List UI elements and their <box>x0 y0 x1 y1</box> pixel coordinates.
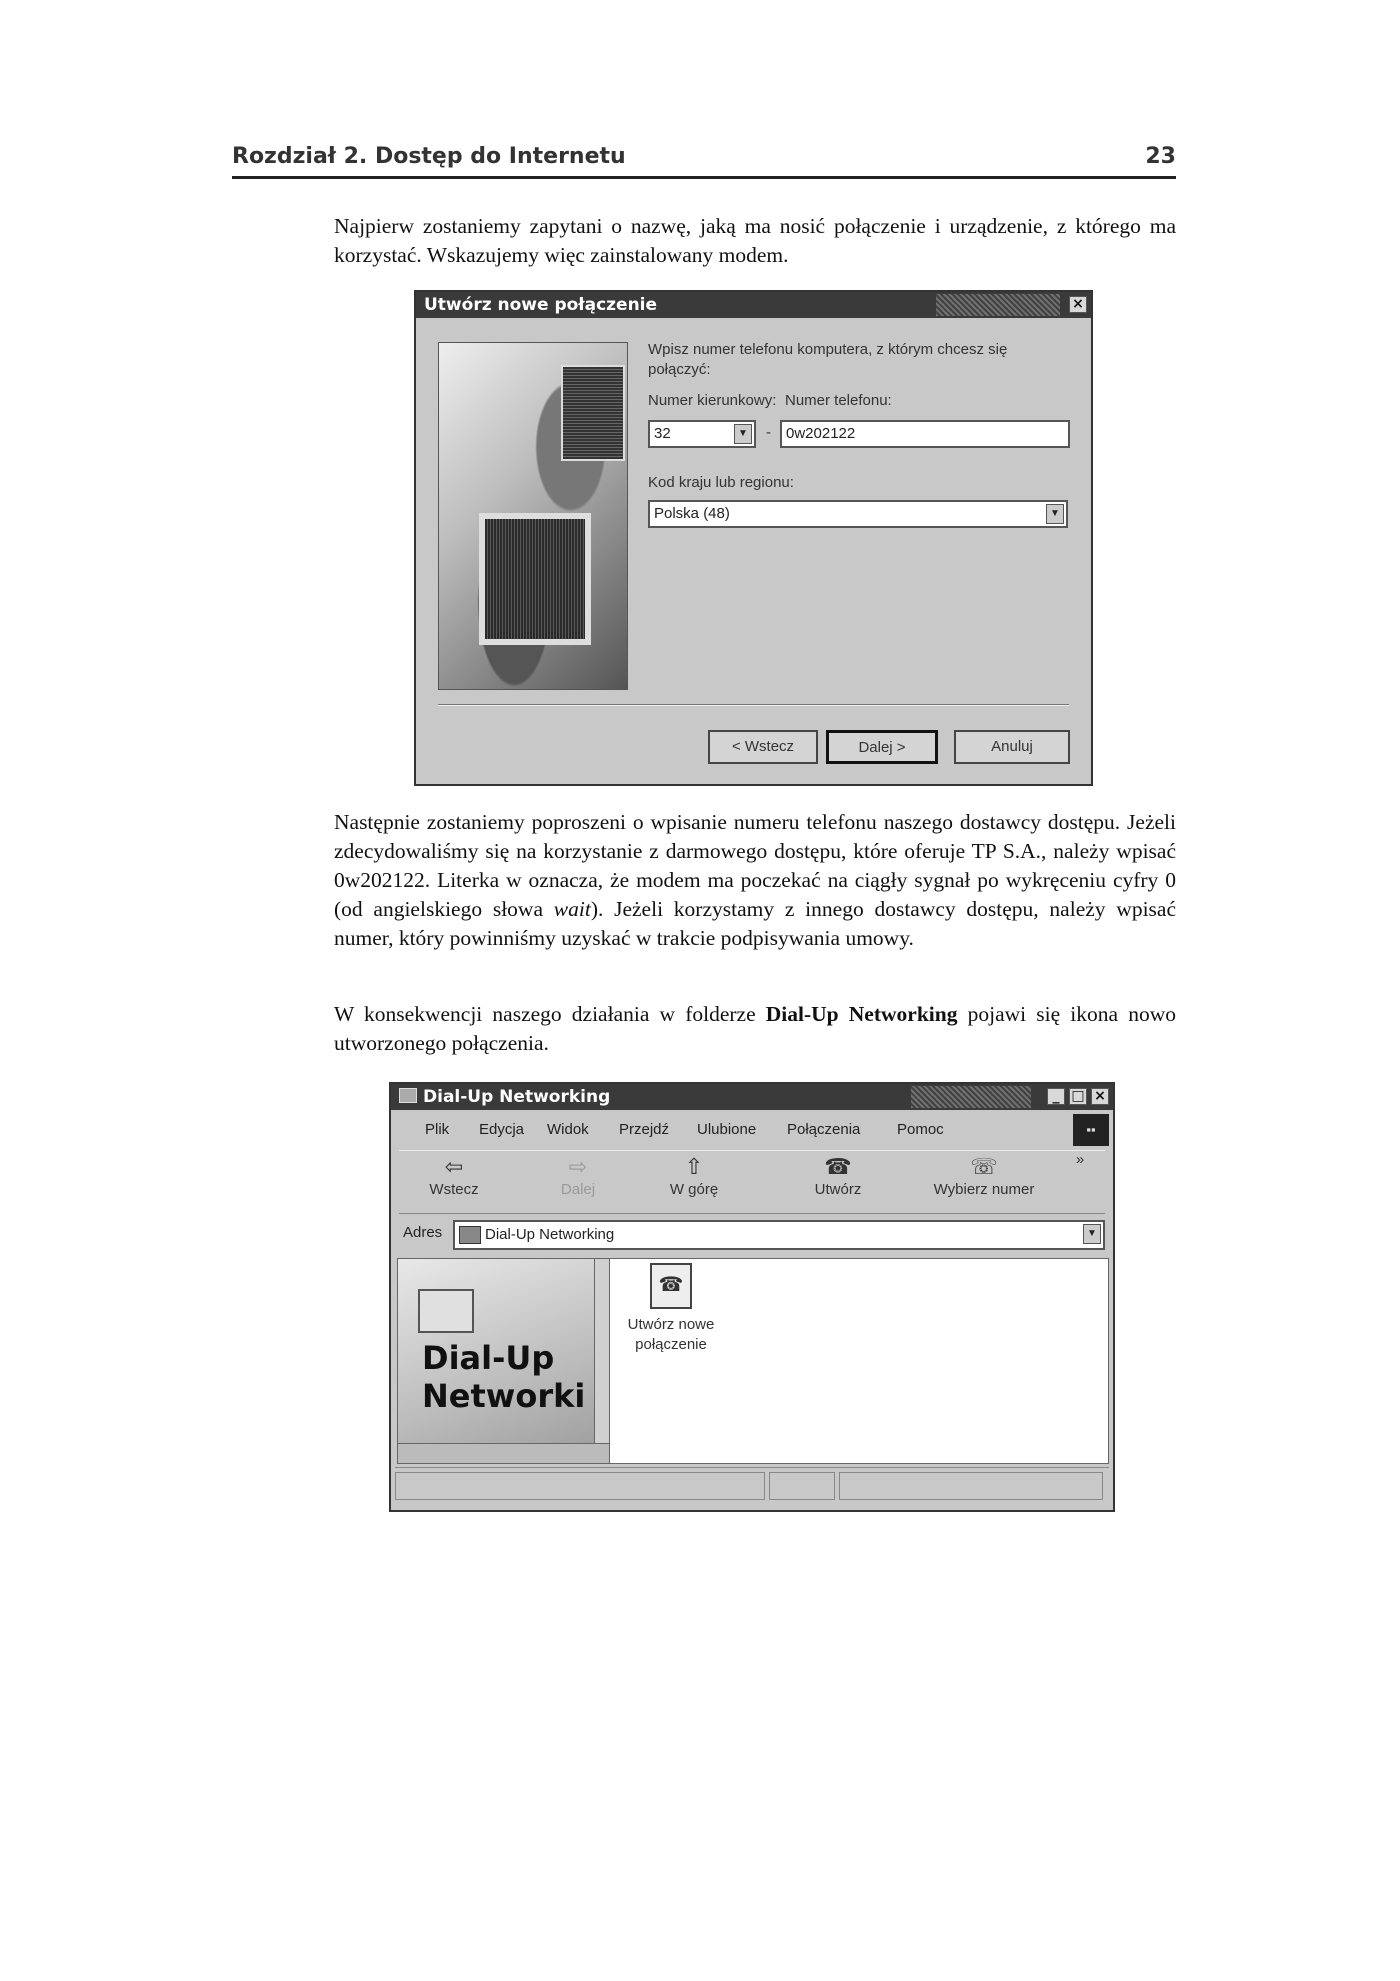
wizard-prompt: Wpisz numer telefonu komputera, z którym chcesz się połączyć: <box>648 341 1008 378</box>
paragraph-text: Następnie zostaniemy poproszeni o wpisanie numeru telefonu naszego dostawcy dostępu. Jeżeli zdecydowaliśmy się na korzystanie z darmowego dostępu, które oferuje TP S.A., należy wpisać 0w202122. Literka w oznacza, że modem ma poczekać na ciągły sygnał po wykręceniu cyfry 0 (od angielskiego słowa <box>334 810 1176 921</box>
back-tool-label: Wstecz <box>429 1181 479 1198</box>
panel-title-line1: Dial-Up <box>422 1339 555 1377</box>
area-phone-separator: - <box>766 424 771 441</box>
window-icon <box>399 1088 417 1103</box>
chevron-down-icon[interactable]: ▼ <box>734 424 752 444</box>
bold-term: Dial-Up Networking <box>765 1002 958 1026</box>
address-value: Dial-Up Networking <box>485 1226 615 1243</box>
panel-title-line2: Networki <box>422 1377 586 1415</box>
titlebar-texture <box>911 1086 1031 1108</box>
back-button[interactable]: < Wstecz <box>708 730 818 764</box>
more-tools-label: » <box>1075 1151 1085 1168</box>
menu-file[interactable]: Plik <box>425 1121 450 1138</box>
area-code-label: Numer kierunkowy: <box>648 392 777 409</box>
create-connection-icon: ☎ <box>824 1154 852 1179</box>
country-code-select[interactable] <box>648 500 1068 528</box>
new-connection-item[interactable] <box>616 1263 726 1355</box>
menu-view[interactable]: Widok <box>547 1121 589 1138</box>
phone-dial-icon: ☏ <box>970 1154 998 1179</box>
monitor-illustration-large <box>479 513 591 645</box>
phone-number-input[interactable] <box>780 420 1070 448</box>
paragraph-text: ). Jeżeli korzystamy z innego dostawcy dostępu, należy wpisać numer, który powinniśmy uzyskać w trakcie podpisywania umowy. <box>334 897 1176 950</box>
back-arrow-icon: ⇦ <box>444 1154 464 1179</box>
page-number: 23 <box>1145 144 1176 169</box>
dial-up-networking-window <box>389 1082 1115 1512</box>
area-code-combobox[interactable] <box>648 420 756 448</box>
up-tool-button[interactable] <box>639 1151 749 1213</box>
address-label: Adres <box>403 1224 443 1241</box>
dial-up-folder-icon <box>459 1226 481 1244</box>
web-view-panel <box>397 1258 611 1464</box>
titlebar-texture <box>936 294 1060 316</box>
paragraph-text: pojawi się ikona nowo utworzonego połączenia. <box>334 1002 1176 1055</box>
close-button[interactable]: × <box>1091 1088 1109 1105</box>
dialog-title: Utwórz nowe połączenie <box>424 295 658 315</box>
folder-icon <box>418 1289 474 1333</box>
phone-number-value: 0w202122 <box>786 425 856 442</box>
monitor-illustration <box>561 365 625 461</box>
paragraph-text: W konsekwencji naszego działania w folderze <box>334 1002 766 1026</box>
new-connection-label-line2: połączenie <box>635 1336 707 1353</box>
more-tools-chevron[interactable] <box>1065 1151 1095 1213</box>
paragraph-intro: Najpierw zostaniemy zapytani o nazwę, jaką ma nosić połączenie i urządzenie, z którego ma korzystać. Wskazujemy więc zainstalowany modem. <box>334 214 1176 267</box>
folder-up-icon: ⇧ <box>684 1154 704 1179</box>
dialog-divider <box>438 704 1069 706</box>
menu-help[interactable]: Pomoc <box>897 1121 944 1138</box>
menu-go[interactable]: Przejdź <box>619 1121 670 1138</box>
chevron-down-icon[interactable]: ▼ <box>1083 1224 1101 1244</box>
phone-number-label: Numer telefonu: <box>785 392 892 409</box>
country-code-value: Polska (48) <box>654 505 730 522</box>
chapter-title: Rozdział 2. Dostęp do Internetu <box>232 144 626 169</box>
next-button[interactable]: Dalej > <box>826 730 938 764</box>
menu-favorites[interactable]: Ulubione <box>697 1121 757 1138</box>
chevron-down-icon[interactable]: ▼ <box>1046 504 1064 524</box>
address-field[interactable] <box>453 1220 1105 1250</box>
menu-edit[interactable]: Edycja <box>479 1121 525 1138</box>
country-code-label: Kod kraju lub regionu: <box>648 474 794 491</box>
italic-term: wait <box>553 897 591 921</box>
menu-bar <box>397 1116 1107 1144</box>
cancel-button[interactable]: Anuluj <box>954 730 1070 764</box>
new-connection-dialog <box>414 290 1093 786</box>
status-cell <box>769 1472 835 1500</box>
folder-content-pane <box>609 1258 1109 1464</box>
window-title: Dial-Up Networking <box>423 1087 611 1107</box>
paragraph-result <box>334 1000 1176 1058</box>
toolbar <box>399 1150 1105 1214</box>
maximize-button[interactable]: □ <box>1069 1088 1087 1105</box>
forward-arrow-icon: ⇨ <box>568 1154 588 1179</box>
wizard-illustration <box>438 342 628 690</box>
status-cell <box>395 1472 765 1500</box>
forward-tool-button[interactable] <box>523 1151 633 1213</box>
up-tool-label: W górę <box>669 1181 719 1198</box>
status-cell <box>839 1472 1103 1500</box>
new-connection-icon: ☎ <box>650 1263 692 1309</box>
running-head <box>232 144 1176 179</box>
area-code-value: 32 <box>654 425 671 442</box>
panel-title <box>422 1339 585 1415</box>
forward-tool-label: Dalej <box>560 1181 596 1198</box>
address-bar <box>399 1220 1105 1250</box>
menu-connections[interactable]: Połączenia <box>787 1121 861 1138</box>
horizontal-scrollbar[interactable] <box>398 1443 610 1464</box>
status-bar <box>395 1467 1109 1506</box>
dial-tool-button[interactable] <box>919 1151 1049 1213</box>
new-connection-label-line1: Utwórz nowe <box>627 1316 715 1333</box>
dial-tool-label: Wybierz numer <box>933 1181 1035 1198</box>
minimize-button[interactable]: _ <box>1047 1088 1065 1105</box>
close-button[interactable]: × <box>1069 296 1087 313</box>
paragraph-phone-number <box>334 808 1176 953</box>
back-tool-button[interactable] <box>399 1151 509 1213</box>
create-tool-label: Utwórz <box>814 1181 862 1198</box>
windows-logo-icon: ▪▪ <box>1073 1114 1109 1146</box>
create-tool-button[interactable] <box>783 1151 893 1213</box>
